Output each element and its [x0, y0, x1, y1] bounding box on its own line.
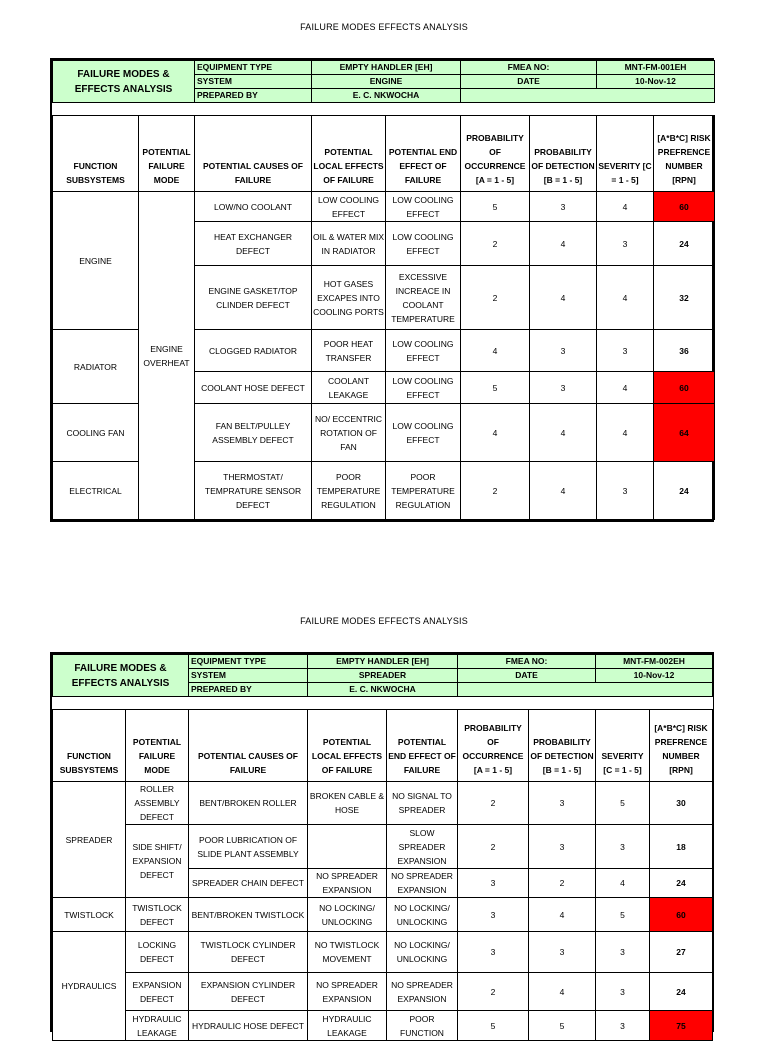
subsystem-cell: TWISTLOCK [53, 898, 126, 932]
rpn-cell: 18 [650, 825, 713, 869]
end-effect-cell: SLOW SPREADER EXPANSION [387, 825, 458, 869]
date-label: DATE [458, 669, 596, 683]
occurrence-cell: 5 [461, 192, 530, 222]
occurrence-cell: 3 [458, 932, 529, 973]
column-header: PROBABILITY OF OCCURRENCE [A = 1 - 5] [461, 116, 530, 192]
severity-cell: 4 [597, 192, 654, 222]
detection-cell: 4 [529, 898, 596, 932]
severity-cell: 3 [597, 462, 654, 520]
prepared-by-value: E. C. NKWOCHA [312, 89, 461, 103]
end-effect-cell: NO SIGNAL TO SPREADER [387, 782, 458, 825]
document-title: FAILURE MODES EFFECTS ANALYSIS [300, 616, 468, 626]
column-header: FUNCTION SUBSYSTEMS [53, 710, 126, 782]
rpn-cell: 36 [654, 330, 715, 372]
rpn-cell: 24 [650, 869, 713, 898]
detection-cell: 4 [529, 973, 596, 1011]
occurrence-cell: 5 [461, 372, 530, 404]
occurrence-cell: 5 [458, 1011, 529, 1041]
local-effect-cell: NO/ ECCENTRIC ROTATION OF FAN [312, 404, 386, 462]
fmea-no-value: MNT-FM-001EH [597, 61, 715, 75]
occurrence-cell: 2 [461, 222, 530, 266]
subsystem-cell: ELECTRICAL [53, 462, 139, 520]
column-header: FUNCTION SUBSYSTEMS [53, 116, 139, 192]
fmea-sheet-1 [50, 58, 714, 522]
failure-mode-cell: EXPANSION DEFECT [126, 973, 189, 1011]
severity-cell: 3 [597, 330, 654, 372]
blank-cell [458, 683, 713, 697]
cause-cell: LOW/NO COOLANT [195, 192, 312, 222]
system-value: ENGINE [312, 75, 461, 89]
detection-cell: 3 [529, 932, 596, 973]
detection-cell: 5 [529, 1011, 596, 1041]
column-header: SEVERITY [C = 1 - 5] [597, 116, 654, 192]
column-header: POTENTIAL CAUSES OF FAILURE [189, 710, 308, 782]
system-value: SPREADER [308, 669, 458, 683]
local-effect-cell: POOR HEAT TRANSFER [312, 330, 386, 372]
occurrence-cell: 2 [458, 973, 529, 1011]
cause-cell: SPREADER CHAIN DEFECT [189, 869, 308, 898]
local-effect-cell: LOW COOLING EFFECT [312, 192, 386, 222]
fmea-no-label: FMEA NO: [461, 61, 597, 75]
occurrence-cell: 2 [458, 825, 529, 869]
rpn-cell: 32 [654, 266, 715, 330]
fmea-sheet-2 [50, 652, 714, 1038]
local-effect-cell: NO TWISTLOCK MOVEMENT [308, 932, 387, 973]
system-label: SYSTEM [189, 669, 308, 683]
column-header: PROBABILITY OF DETECTION [B = 1 - 5] [530, 116, 597, 192]
subsystem-cell: RADIATOR [53, 330, 139, 404]
cause-cell: HYDRAULIC HOSE DEFECT [189, 1011, 308, 1041]
equipment-type-value: EMPTY HANDLER [EH] [308, 655, 458, 669]
local-effect-cell: NO LOCKING/ UNLOCKING [308, 898, 387, 932]
severity-cell: 3 [596, 825, 650, 869]
local-effect-cell: NO SPREADER EXPANSION [308, 973, 387, 1011]
rpn-cell: 64 [654, 404, 715, 462]
end-effect-cell: NO SPREADER EXPANSION [387, 973, 458, 1011]
end-effect-cell: EXCESSIVE INCREACE IN COOLANT TEMPERATURE [386, 266, 461, 330]
severity-cell: 4 [597, 266, 654, 330]
subsystem-cell: SPREADER [53, 782, 126, 898]
spacer-row [53, 697, 713, 710]
end-effect-cell: POOR FUNCTION [387, 1011, 458, 1041]
detection-cell: 3 [530, 372, 597, 404]
occurrence-cell: 2 [461, 462, 530, 520]
local-effect-cell: COOLANT LEAKAGE [312, 372, 386, 404]
rpn-cell: 60 [650, 898, 713, 932]
column-header: PROBABILITY OF DETECTION [B = 1 - 5] [529, 710, 596, 782]
local-effect-cell: POOR TEMPERATURE REGULATION [312, 462, 386, 520]
cause-cell: BENT/BROKEN ROLLER [189, 782, 308, 825]
occurrence-cell: 4 [461, 330, 530, 372]
cause-cell: THERMOSTAT/ TEMPRATURE SENSOR DEFECT [195, 462, 312, 520]
cause-cell: TWISTLOCK CYLINDER DEFECT [189, 932, 308, 973]
column-header: POTENTIAL FAILURE MODE [126, 710, 189, 782]
cause-cell: POOR LUBRICATION OF SLIDE PLANT ASSEMBLY [189, 825, 308, 869]
column-header: POTENTIAL LOCAL EFFECTS OF FAILURE [312, 116, 386, 192]
end-effect-cell: LOW COOLING EFFECT [386, 222, 461, 266]
failure-mode-cell: SIDE SHIFT/ EXPANSION DEFECT [126, 825, 189, 898]
rpn-cell: 30 [650, 782, 713, 825]
column-header: POTENTIAL FAILURE MODE [139, 116, 195, 192]
cause-cell: HEAT EXCHANGER DEFECT [195, 222, 312, 266]
local-effect-cell: BROKEN CABLE & HOSE [308, 782, 387, 825]
end-effect-cell: LOW COOLING EFFECT [386, 192, 461, 222]
column-header: PROBABILITY OF OCCURRENCE [A = 1 - 5] [458, 710, 529, 782]
end-effect-cell: POOR TEMPERATURE REGULATION [386, 462, 461, 520]
severity-cell: 3 [597, 222, 654, 266]
occurrence-cell: 2 [458, 782, 529, 825]
rpn-cell: 75 [650, 1011, 713, 1041]
local-effect-cell: OIL & WATER MIX IN RADIATOR [312, 222, 386, 266]
rpn-cell: 24 [650, 973, 713, 1011]
cause-cell: FAN BELT/PULLEY ASSEMBLY DEFECT [195, 404, 312, 462]
occurrence-cell: 2 [461, 266, 530, 330]
equipment-type-label: EQUIPMENT TYPE [195, 61, 312, 75]
detection-cell: 4 [530, 404, 597, 462]
subsystem-cell: COOLING FAN [53, 404, 139, 462]
document-title: FAILURE MODES EFFECTS ANALYSIS [300, 22, 468, 32]
detection-cell: 4 [530, 462, 597, 520]
spacer-row [53, 103, 715, 116]
rpn-cell: 60 [654, 372, 715, 404]
rpn-cell: 24 [654, 462, 715, 520]
failure-mode-cell: TWISTLOCK DEFECT [126, 898, 189, 932]
failure-mode-cell: HYDRAULIC LEAKAGE [126, 1011, 189, 1041]
rpn-cell: 60 [654, 192, 715, 222]
column-header: [A*B*C] RISK PREFRENCE NUMBER [RPN] [650, 710, 713, 782]
occurrence-cell: 4 [461, 404, 530, 462]
severity-cell: 3 [596, 932, 650, 973]
column-header: POTENTIAL LOCAL EFFECTS OF FAILURE [308, 710, 387, 782]
detection-cell: 3 [529, 782, 596, 825]
local-effect-cell: NO SPREADER EXPANSION [308, 869, 387, 898]
sheet-heading: FAILURE MODES & EFFECTS ANALYSIS [53, 655, 189, 697]
detection-cell: 3 [530, 192, 597, 222]
detection-cell: 3 [530, 330, 597, 372]
end-effect-cell: LOW COOLING EFFECT [386, 330, 461, 372]
column-header: SEVERITY [C = 1 - 5] [596, 710, 650, 782]
subsystem-cell: HYDRAULICS [53, 932, 126, 1041]
detection-cell: 4 [530, 266, 597, 330]
occurrence-cell: 3 [458, 898, 529, 932]
failure-mode-cell: LOCKING DEFECT [126, 932, 189, 973]
cause-cell: CLOGGED RADIATOR [195, 330, 312, 372]
column-header: POTENTIAL END EFFECT OF FAILURE [386, 116, 461, 192]
column-header: POTENTIAL CAUSES OF FAILURE [195, 116, 312, 192]
severity-cell: 3 [596, 1011, 650, 1041]
failure-mode-cell: ROLLER ASSEMBLY DEFECT [126, 782, 189, 825]
fmea-no-label: FMEA NO: [458, 655, 596, 669]
end-effect-cell: NO LOCKING/ UNLOCKING [387, 932, 458, 973]
end-effect-cell: NO SPREADER EXPANSION [387, 869, 458, 898]
subsystem-cell: ENGINE [53, 192, 139, 330]
sheet-heading: FAILURE MODES & EFFECTS ANALYSIS [53, 61, 195, 103]
column-header: POTENTIAL END EFFECT OF FAILURE [387, 710, 458, 782]
severity-cell: 4 [597, 372, 654, 404]
detection-cell: 2 [529, 869, 596, 898]
end-effect-cell: NO LOCKING/ UNLOCKING [387, 898, 458, 932]
cause-cell: ENGINE GASKET/TOP CLINDER DEFECT [195, 266, 312, 330]
rpn-cell: 24 [654, 222, 715, 266]
end-effect-cell: LOW COOLING EFFECT [386, 372, 461, 404]
fmea-no-value: MNT-FM-002EH [596, 655, 713, 669]
system-label: SYSTEM [195, 75, 312, 89]
severity-cell: 5 [596, 782, 650, 825]
prepared-by-label: PREPARED BY [195, 89, 312, 103]
failure-mode-cell: ENGINE OVERHEAT [139, 192, 195, 520]
rpn-cell: 27 [650, 932, 713, 973]
blank-cell [461, 89, 715, 103]
column-header: [A*B*C] RISK PREFRENCE NUMBER [RPN] [654, 116, 715, 192]
equipment-type-value: EMPTY HANDLER [EH] [312, 61, 461, 75]
date-label: DATE [461, 75, 597, 89]
cause-cell: COOLANT HOSE DEFECT [195, 372, 312, 404]
severity-cell: 4 [596, 869, 650, 898]
local-effect-cell: HYDRAULIC LEAKAGE [308, 1011, 387, 1041]
date-value: 10-Nov-12 [596, 669, 713, 683]
severity-cell: 4 [597, 404, 654, 462]
local-effect-cell: HOT GASES EXCAPES INTO COOLING PORTS [312, 266, 386, 330]
detection-cell: 3 [529, 825, 596, 869]
date-value: 10-Nov-12 [597, 75, 715, 89]
cause-cell: BENT/BROKEN TWISTLOCK [189, 898, 308, 932]
severity-cell: 5 [596, 898, 650, 932]
prepared-by-value: E. C. NKWOCHA [308, 683, 458, 697]
severity-cell: 3 [596, 973, 650, 1011]
end-effect-cell: LOW COOLING EFFECT [386, 404, 461, 462]
detection-cell: 4 [530, 222, 597, 266]
occurrence-cell: 3 [458, 869, 529, 898]
prepared-by-label: PREPARED BY [189, 683, 308, 697]
cause-cell: EXPANSION CYLINDER DEFECT [189, 973, 308, 1011]
equipment-type-label: EQUIPMENT TYPE [189, 655, 308, 669]
local-effect-cell [308, 825, 387, 869]
